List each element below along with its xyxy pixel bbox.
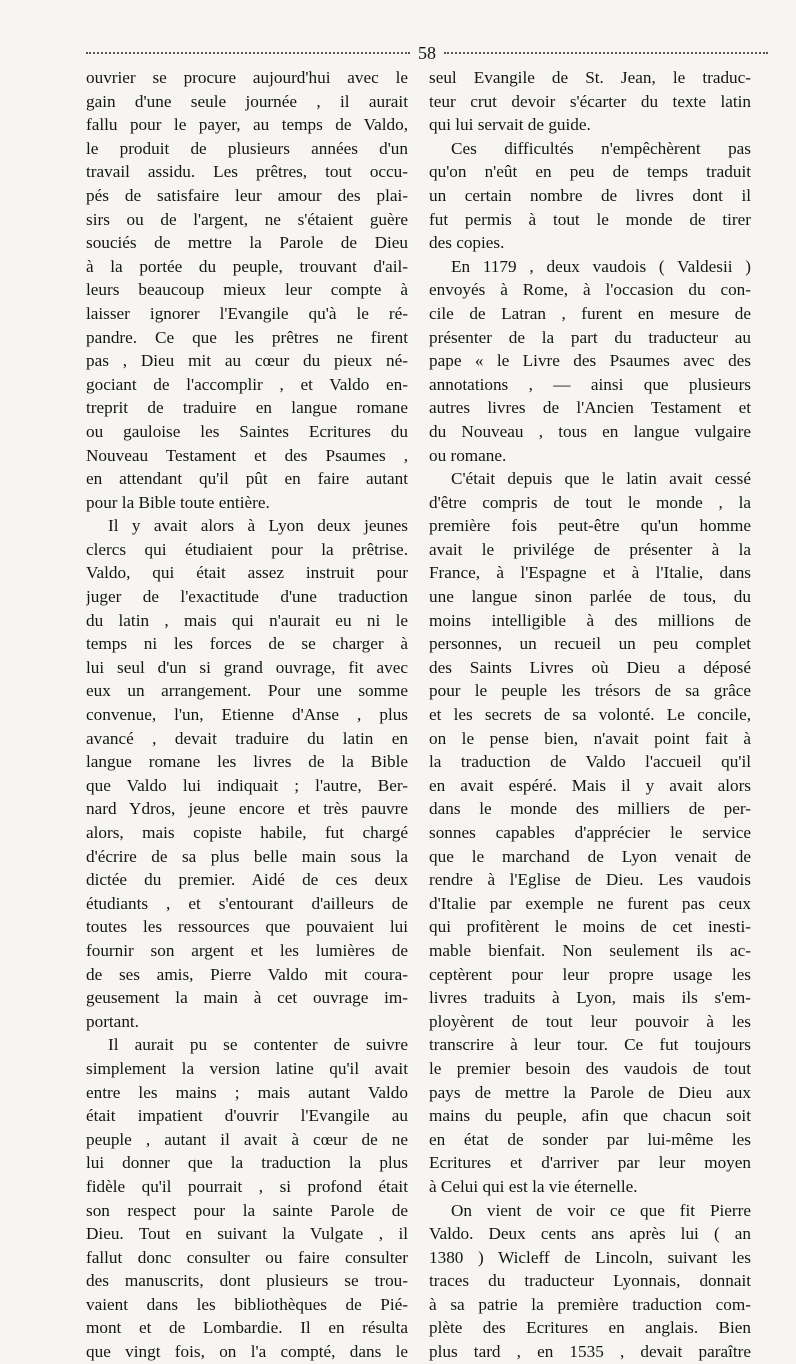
text-line: plus tard , en 1535 , devait paraître xyxy=(429,1342,751,1362)
text-line: treprit de traduire en langue romane xyxy=(86,398,408,418)
text-line: simplement la version latine qu'il avait xyxy=(86,1058,408,1078)
page-number: 58 xyxy=(418,43,436,63)
text-line: des Saints Livres où Dieu a déposé xyxy=(429,657,751,677)
text-line: pour le peuple les trésors de sa grâce xyxy=(429,681,751,701)
text-line: du latin , mais qui n'aurait eu ni le xyxy=(86,610,408,630)
right-column xyxy=(429,66,751,1364)
text-line: le premier besoin des vaudois de tout xyxy=(429,1058,751,1078)
text-line: alors, mais copiste habile, fut chargé xyxy=(86,823,408,842)
text-line: personnes, un recueil un peu complet xyxy=(429,634,751,654)
text-line: En 1179 , deux vaudois ( Valdesii ) xyxy=(451,256,751,276)
text-line: en avait espéré. Mais il y avait alors xyxy=(429,775,751,795)
text-line: en attendant qu'il pût en faire autant xyxy=(86,469,408,489)
header-rule-right xyxy=(444,52,768,54)
text-line: son respect pour la sainte Parole de xyxy=(86,1200,408,1220)
text-line: envoyés à Rome, à l'occasion du con- xyxy=(429,280,751,300)
text-line: nard Ydros, jeune encore et très pauvre xyxy=(86,799,408,819)
text-line: lui seul d'un si grand ouvrage, fit avec xyxy=(86,657,408,677)
left-column xyxy=(86,66,408,1364)
text-line: présenter de la part du traducteur au xyxy=(429,327,751,347)
text-line: à Celui qui est la vie éternelle. xyxy=(429,1176,638,1196)
text-line: souciés de mettre la Parole de Dieu xyxy=(86,233,408,253)
text-line: pour la Bible toute entière. xyxy=(86,492,270,512)
text-line: on le pense bien, n'avait point fait à xyxy=(429,728,751,748)
text-line: du Nouveau , tous en langue vulgaire xyxy=(429,421,751,441)
text-line: autres livres de l'Ancien Testament et xyxy=(429,398,751,418)
text-line: C'était depuis que le latin avait cessé xyxy=(451,469,751,489)
text-line: juger de l'exactitude d'une traduction xyxy=(86,587,408,607)
text-line: rendre à l'Eglise de Dieu. Les vaudois xyxy=(429,870,751,890)
text-line: dans le monde des milliers de per- xyxy=(429,799,751,819)
text-line: annotations , — ainsi que plusieurs xyxy=(429,374,751,394)
text-line: eux un arrangement. Pour une somme xyxy=(86,681,408,701)
text-line: plète des Ecritures en anglais. Bien xyxy=(429,1318,751,1338)
text-line: langue romane les livres de la Bible xyxy=(86,752,408,772)
text-line: lui donner que la traduction la plus xyxy=(86,1153,408,1173)
text-line: transcrire à leur tour. Ce fut toujours xyxy=(429,1035,751,1055)
text-line: peuple , autant il avait à cœur de ne xyxy=(86,1129,408,1149)
text-line: que Valdo lui indiquait ; l'autre, Ber- xyxy=(86,775,408,795)
text-line: laisser ignorer l'Evangile qu'à le ré- xyxy=(86,303,408,323)
text-line: avancé , devait traduire du latin en xyxy=(86,728,408,748)
text-line: ou romane. xyxy=(429,445,507,465)
text-line: Dieu. Tout en suivant la Vulgate , il xyxy=(86,1224,408,1244)
text-line: fut permis à tout le monde de tirer xyxy=(429,209,751,229)
text-line: d'écrire de sa plus belle main sous la xyxy=(86,846,408,866)
text-line: ployèrent de tout leur pouvoir à les xyxy=(429,1011,751,1031)
text-line: qui lui servait de guide. xyxy=(429,115,591,135)
text-line: sonnes capables d'apprécier le service xyxy=(429,823,751,842)
text-line: convenue, l'un, Etienne d'Anse , plus xyxy=(86,705,408,725)
text-line: première fois peut-être qu'un homme xyxy=(429,516,751,536)
text-line: d'Italie par exemple ne furent pas ceux xyxy=(429,893,751,913)
text-line: pés de satisfaire leur amour des plai- xyxy=(86,185,408,205)
text-line: toutes les ressources que pouvaient lui xyxy=(86,917,408,937)
text-line: un certain nombre de livres dont il xyxy=(429,185,751,205)
text-line: Valdo, qui était assez instruit pour xyxy=(86,563,408,583)
text-line: seul Evangile de St. Jean, le traduc- xyxy=(429,68,751,87)
text-line: une langue sinon parlée de tous, du xyxy=(429,587,751,607)
text-line: Nouveau Testament et des Psaumes , xyxy=(86,445,408,465)
text-line: qu'on n'eût en peu de temps traduit xyxy=(429,162,751,182)
text-line: On vient de voir ce que fit Pierre xyxy=(451,1200,751,1220)
text-line: la traduction de Valdo l'accueil qu'il xyxy=(429,752,751,772)
text-line: gain d'une seule journée , il aurait xyxy=(86,91,408,111)
text-line: était impatient d'ouvrir l'Evangile au xyxy=(86,1106,408,1126)
text-line: Il y avait alors à Lyon deux jeunes xyxy=(108,516,408,536)
text-line: des copies. xyxy=(429,233,505,253)
text-line: d'être compris de tout le monde , la xyxy=(429,492,751,512)
text-line: mable bienfait. Non seulement ils ac- xyxy=(429,940,751,960)
text-line: mont et de Lombardie. Il en résulta xyxy=(86,1318,408,1338)
text-line: Ecritures et d'arriver par leur moyen xyxy=(429,1153,751,1173)
text-line: fallu pour le payer, au temps de Valdo, xyxy=(86,115,408,135)
text-line: livres traduits à Lyon, mais ils s'em- xyxy=(429,988,751,1008)
text-line: temps ni les forces de se charger à xyxy=(86,634,408,654)
page-header xyxy=(86,38,768,68)
text-line: travail assidu. Les prêtres, tout occu- xyxy=(86,162,408,182)
text-line: leurs beaucoup mieux leur compte à xyxy=(86,280,408,300)
text-line: à sa patrie la première traduction com- xyxy=(429,1294,751,1314)
text-line: des manuscrits, dont plusieurs se trou- xyxy=(86,1271,408,1291)
text-line: vaient dans les bibliothèques de Pié- xyxy=(86,1294,408,1314)
text-line: moins intelligible à des millions de xyxy=(429,610,751,630)
text-line: portant. xyxy=(86,1011,139,1031)
text-line: et les secrets de sa volonté. Le concile, xyxy=(429,705,751,725)
text-line: Valdo. Deux cents ans après lui ( an xyxy=(429,1224,751,1244)
text-line: fournir son argent et les lumières de xyxy=(86,940,408,960)
text-line: qui profitèrent le moins de cet inesti- xyxy=(429,917,751,937)
text-line: entre les mains ; mais autant Valdo xyxy=(86,1082,408,1102)
text-line: en état de sonder par lui-même les xyxy=(429,1129,751,1149)
header-rule-left xyxy=(86,52,410,54)
text-line: dictée du premier. Aidé de ces deux xyxy=(86,870,408,890)
text-line: pape « le Livre des Psaumes avec des xyxy=(429,351,751,371)
text-line: avait le privilége de présenter à la xyxy=(429,539,751,559)
text-line: France, à l'Espagne et à l'Italie, dans xyxy=(429,563,751,583)
text-line: le produit de plusieurs années d'un xyxy=(86,138,408,158)
text-line: traces du traducteur Lyonnais, donnait xyxy=(429,1271,751,1291)
text-line: fidèle qu'il pourrait , si profond était xyxy=(86,1176,408,1196)
text-line: Il aurait pu se contenter de suivre xyxy=(108,1035,408,1055)
text-line: gociant de l'accomplir , et Valdo en- xyxy=(86,374,408,394)
text-line: étudiants , et s'entourant d'ailleurs de xyxy=(86,893,408,913)
text-line: Ces difficultés n'empêchèrent pas xyxy=(451,138,751,158)
text-line: geusement la main à cet ouvrage im- xyxy=(86,988,408,1008)
text-line: teur crut devoir s'écarter du texte latin xyxy=(429,91,751,111)
text-line: 1380 ) Wicleff de Lincoln, suivant les xyxy=(429,1247,751,1267)
text-line: mains du peuple, afin que chacun soit xyxy=(429,1106,751,1126)
text-line: cile de Latran , furent en mesure de xyxy=(429,303,751,323)
text-line: fallut donc consulter ou faire consulter xyxy=(86,1247,408,1267)
text-line: pays de mettre la Parole de Dieu aux xyxy=(429,1082,751,1102)
text-line: ou gauloise les Saintes Ecritures du xyxy=(86,421,408,441)
text-line: sirs ou de l'argent, ne s'étaient guère xyxy=(86,209,408,229)
text-line: que vingt fois, on l'a compté, dans le xyxy=(86,1342,408,1362)
text-line: que le marchand de Lyon venait de xyxy=(429,846,751,866)
text-line: ouvrier se procure aujourd'hui avec le xyxy=(86,68,408,87)
text-line: à la portée du peuple, trouvant d'ail- xyxy=(86,256,408,276)
text-line: ceptèrent pour leur propre usage les xyxy=(429,964,751,984)
text-line: de ses amis, Pierre Valdo mit coura- xyxy=(86,964,408,984)
text-line: pas , Dieu mit au cœur du pieux né- xyxy=(86,351,408,371)
text-line: clercs qui étudiaient pour la prêtrise. xyxy=(86,539,408,559)
text-line: pandre. Ce que les prêtres ne firent xyxy=(86,327,408,347)
